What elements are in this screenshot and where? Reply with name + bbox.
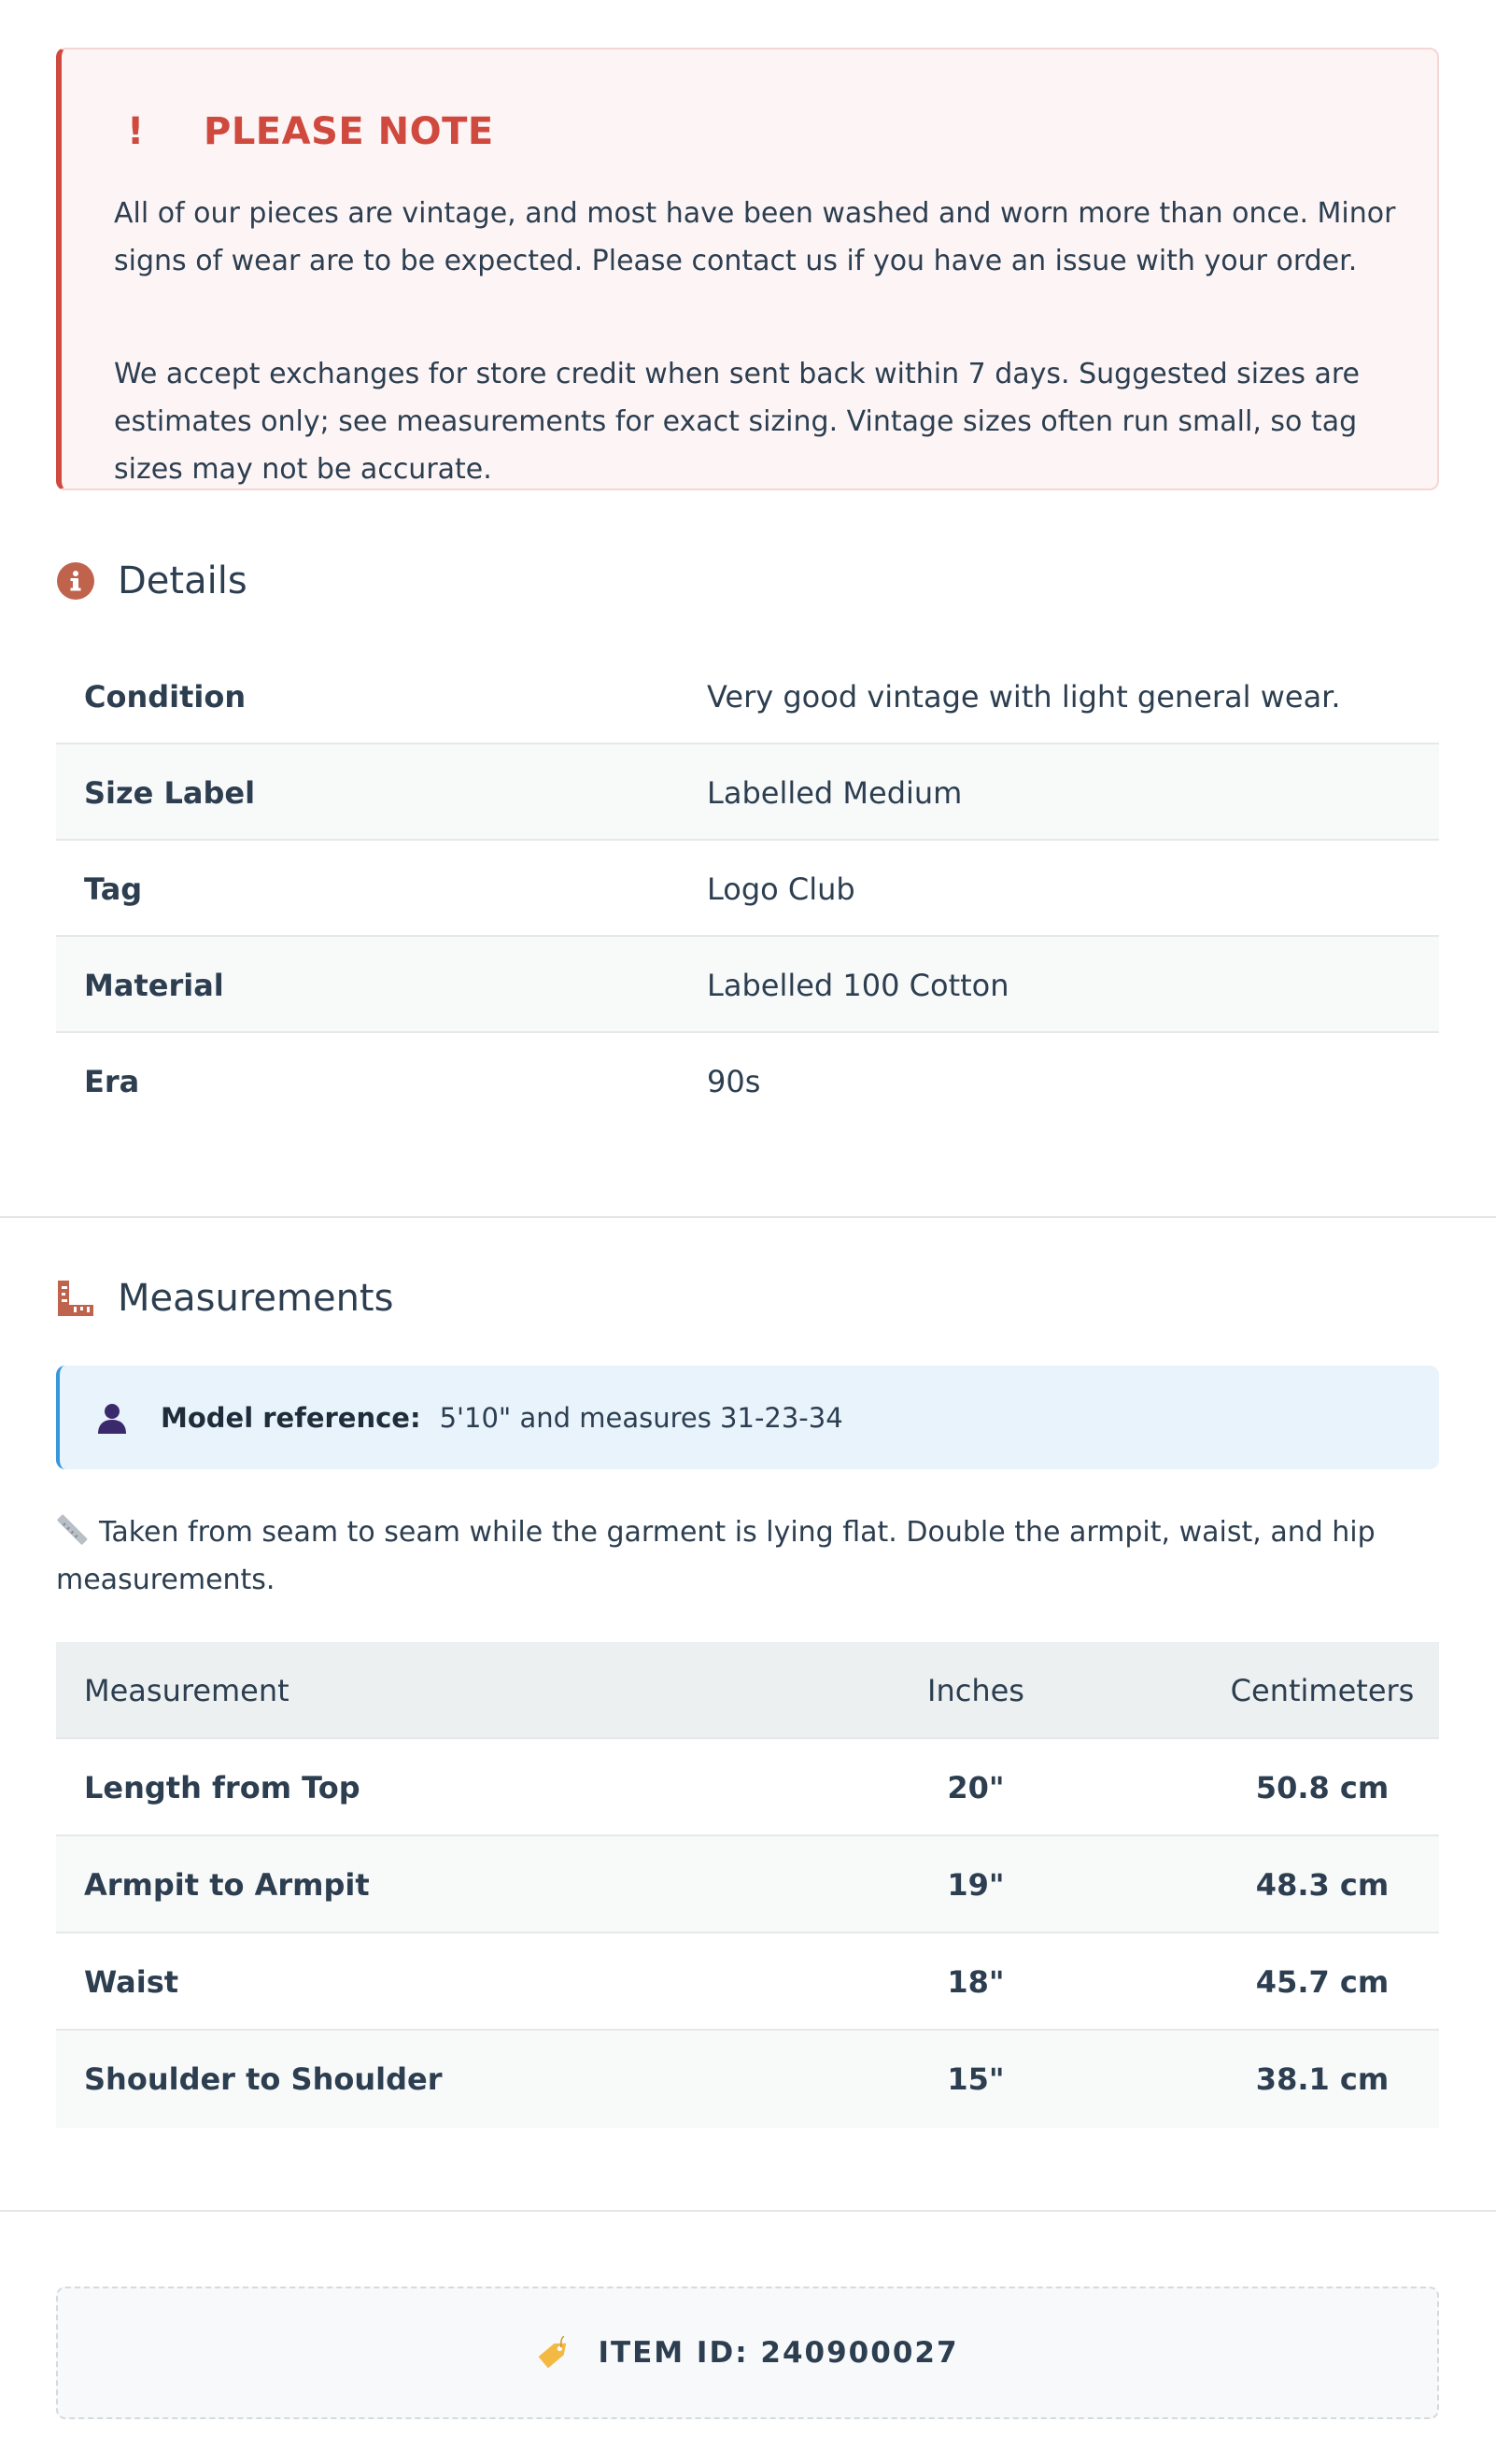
table-row: [56, 1933, 1439, 2031]
table-header-row: [56, 1642, 1439, 1739]
detail-label: Tag: [84, 871, 143, 907]
detail-value: 90s: [707, 1063, 761, 1099]
measurement-cm: 45.7 cm: [1255, 1963, 1390, 2000]
measurement-name: Waist: [84, 1963, 179, 2000]
detail-value: Labelled 100 Cotton: [707, 967, 1009, 1003]
note-paragraph: We accept exchanges for store credit when sent back within 7 days. Suggested sizes are estimates only; see measurements for exact sizing. Vintage sizes often run small, so tag sizes may not be accurate.: [114, 358, 1361, 486]
table-row: [56, 1836, 1439, 1933]
column-header: Centimeters: [1230, 1672, 1415, 1708]
measurement-inches: 18": [947, 1963, 1005, 2000]
detail-label: Size Label: [84, 774, 256, 811]
column-header: Inches: [927, 1672, 1024, 1708]
table-row: [56, 744, 1439, 841]
measurement-name: Length from Top: [84, 1769, 360, 1806]
details-header: [56, 553, 247, 609]
measurement-note-text: Taken from seam to seam while the garment is lying flat. Double the armpit, waist, and hip measurements.: [56, 1516, 1376, 1596]
ruler-icon: [56, 1279, 95, 1318]
detail-label: Condition: [84, 678, 247, 715]
table-row: [56, 2031, 1439, 2128]
model-reference-value: 5'10" and measures 31-23-34: [439, 1401, 843, 1434]
section-title: Measurements: [118, 1277, 394, 1320]
detail-label: Era: [84, 1063, 140, 1099]
ruler-diagonal-icon: [56, 1513, 88, 1545]
column-header: Measurement: [84, 1672, 289, 1708]
measurements-table: [56, 1642, 1439, 2128]
section-title: Details: [118, 559, 247, 602]
table-row: [56, 841, 1439, 937]
detail-value: Very good vintage with light general wear.: [707, 678, 1341, 715]
item-id-text: [598, 2336, 958, 2370]
measurement-inches: 15": [947, 2060, 1005, 2097]
note-title: PLEASE NOTE: [204, 110, 494, 153]
detail-value: Logo Club: [707, 871, 855, 907]
note-paragraph: All of our pieces are vintage, and most have been washed and worn more than once. Minor signs of wear are to be expected. Please contact us if you have an issue with your order.: [114, 197, 1396, 277]
detail-label: Material: [84, 967, 224, 1003]
details-table: [56, 648, 1439, 1129]
measurement-cm: 50.8 cm: [1255, 1769, 1390, 1806]
measurement-cm: 48.3 cm: [1255, 1866, 1390, 1903]
measurement-note: [56, 1508, 1401, 1604]
tag-icon: [536, 2334, 573, 2372]
model-reference-label: Model reference:: [161, 1401, 421, 1434]
info-circle-icon: [56, 561, 95, 601]
detail-value: Labelled Medium: [707, 774, 963, 811]
table-row: [56, 937, 1439, 1033]
table-row: [56, 1033, 1439, 1129]
table-row: [56, 1739, 1439, 1836]
table-row: [56, 648, 1439, 744]
measurements-header: [56, 1270, 393, 1326]
section-divider: [0, 2210, 1496, 2212]
measurement-name: Shoulder to Shoulder: [84, 2060, 443, 2097]
measurement-cm: 38.1 cm: [1255, 2060, 1390, 2097]
item-id-label: ITEM ID:: [598, 2336, 749, 2370]
measurement-name: Armpit to Armpit: [84, 1866, 370, 1903]
item-id-value: 240900027: [760, 2336, 959, 2370]
please-note-box: [56, 48, 1439, 490]
measurement-inches: 20": [947, 1769, 1005, 1806]
measurement-inches: 19": [947, 1866, 1005, 1903]
item-id-box: [56, 2287, 1439, 2419]
section-divider: [0, 1216, 1496, 1218]
model-reference-box: [56, 1366, 1439, 1469]
note-header: [127, 104, 494, 160]
exclamation-icon: !: [127, 110, 145, 153]
person-icon: [95, 1401, 129, 1435]
